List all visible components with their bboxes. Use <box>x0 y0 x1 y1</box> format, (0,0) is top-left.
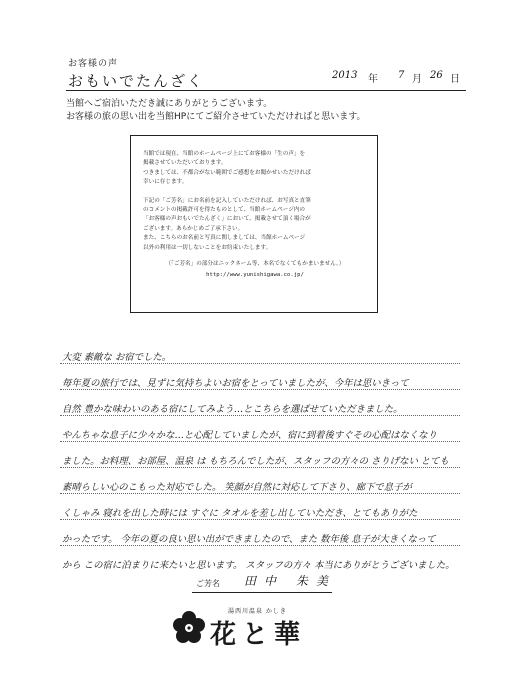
header-divider <box>66 90 466 91</box>
date-year: 2013 <box>332 70 358 81</box>
message-line: から この宿に泊まりに来たいと思います。 スタッフの方々 本当にありがとうございました。 <box>62 560 455 571</box>
notice-text: のコメントの掲載許可を得たものとして、当館ホームページ内の <box>143 207 305 214</box>
ruled-line <box>60 545 460 546</box>
date-day: 26 <box>430 70 443 81</box>
intro-line-1: 当館へご宿泊いただき誠にありがとうございます。 <box>66 99 273 109</box>
date-month: 7 <box>398 70 405 81</box>
signature-divider <box>192 592 332 593</box>
intro-line-2: お客様の旅の思い出を当館HPにてご紹介させていただければと思います。 <box>66 112 366 122</box>
notice-text: 掲載させていただいております。 <box>143 160 227 167</box>
page-title: おもいでたんざく <box>68 72 205 90</box>
notice-note: （「ご芳名」の部分はニックネーム等、本名でなくてもかまいません。） <box>165 261 345 268</box>
logo-name: 花と華 <box>210 620 307 650</box>
ruled-line <box>60 519 460 520</box>
ruled-line <box>60 441 460 442</box>
flower-logo-icon <box>172 610 206 648</box>
message-line: 大変 素敵な お宿でした。 <box>62 352 172 363</box>
message-line: やんちゃな息子に少々かな…と心配していましたが、宿に到着後すぐその心配はなくなり <box>62 430 438 441</box>
notice-text: 下記の「ご芳名」にお名前を記入していただければ、お写真と直筆 <box>143 197 311 204</box>
notice-text: また、こちらのお名前と写真に関しましては、当館ホームページ <box>143 235 306 242</box>
date-day-unit: 日 <box>450 74 460 85</box>
notice-box <box>130 135 378 313</box>
logo-subtitle: 湯西川温泉 かしき <box>228 608 287 615</box>
website-url: http://www.yunishigawa.co.jp/ <box>206 272 304 279</box>
message-line: ました。お料理、お部屋、温泉 は もちろんでしたが、スタッフの方々の さりげない とても <box>62 456 449 467</box>
ruled-line <box>60 415 460 416</box>
message-line: 毎年夏の旅行では、見ずに気持ちよいお宿をとっていましたが、今年は思いきって <box>62 378 409 389</box>
date-month-unit: 月 <box>412 74 422 85</box>
date-year-unit: 年 <box>368 74 378 85</box>
signature-label: ご芳名 <box>196 579 220 588</box>
notice-text: ございます。あらかじめご了承下さい。 <box>143 225 244 232</box>
signature-name: 田中 朱美 <box>244 574 336 588</box>
date-field <box>326 68 466 86</box>
notice-text: 幸いに存じます。 <box>143 179 188 186</box>
notice-text: 当館では現在、当館のホームページ上にてお客様の「生の声」を <box>143 151 306 157</box>
ruled-line <box>60 467 460 468</box>
voice-label: お客様の声 <box>68 59 119 69</box>
message-line: くしゃみ 寝れを出した時には すぐに タオルを差し出していただき、とてもありがた <box>62 508 418 519</box>
ruled-line <box>60 493 460 494</box>
notice-text: 以外の利用は一切しないことをお約束いたします。 <box>143 244 272 251</box>
ruled-line <box>60 389 460 390</box>
ruled-line <box>60 363 460 364</box>
message-line: かったです。 今年の夏の良い思い出ができましたので、また 数年後 息子が大きくなって <box>62 534 436 545</box>
notice-text: 「お客様の声おもいでたんざく」において、掲載させて頂く場合が <box>143 216 311 223</box>
notice-text: つきましては、不都合がない範囲でご感想をお聞かせいただければ <box>143 169 311 176</box>
message-line: 素晴らしい心のこもった対応でした。 笑顔が自然に対応して下さり、廊下で息子が <box>62 482 412 493</box>
message-line: 自然 豊かな味わいのある宿にしてみよう…とこちらを選ばせていただきました。 <box>62 404 403 415</box>
